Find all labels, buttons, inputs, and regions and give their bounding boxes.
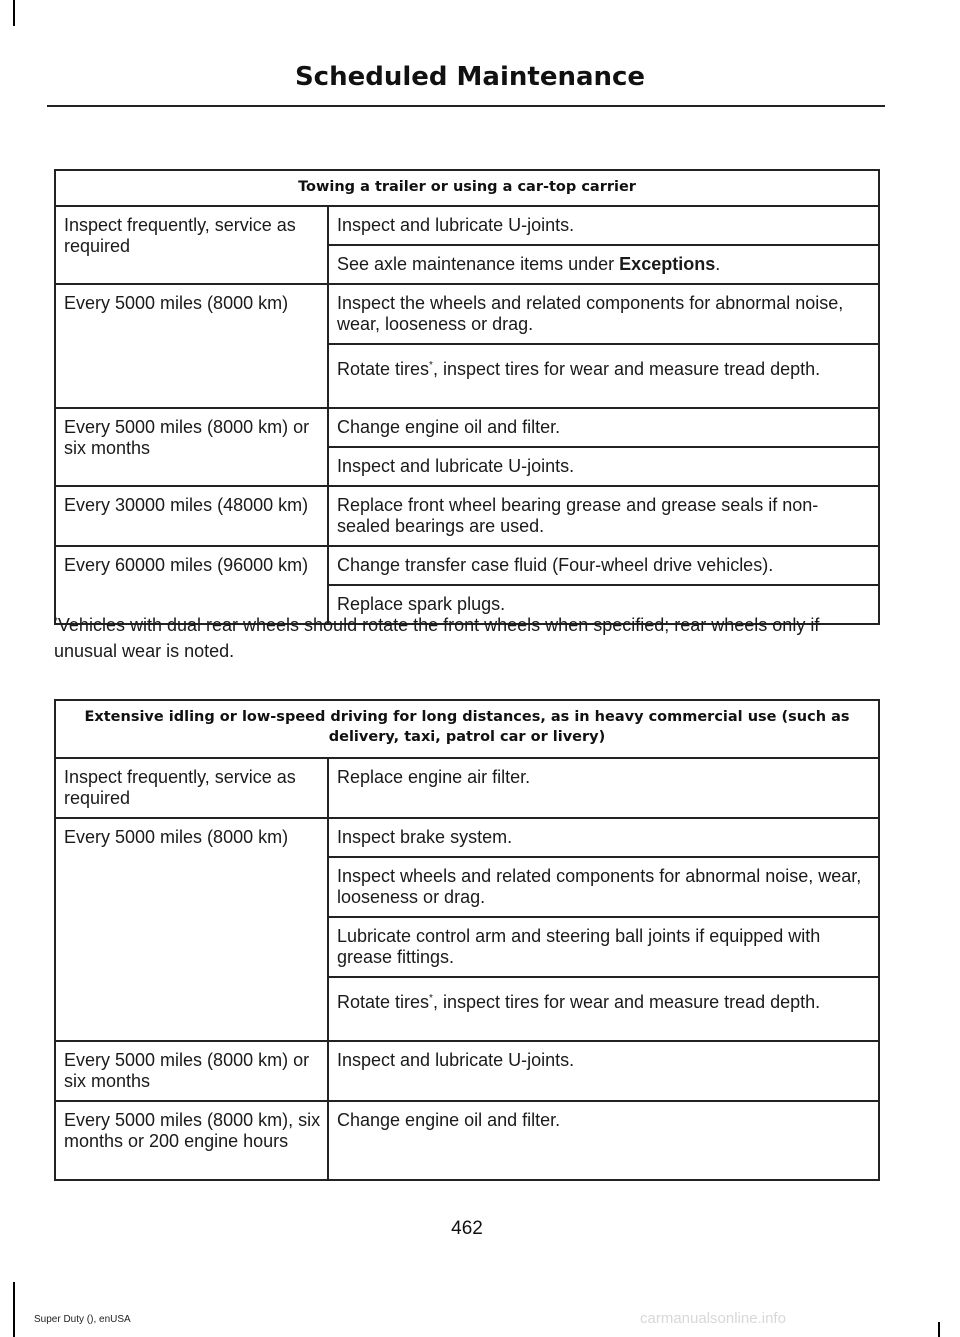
action-text: Rotate tires [337, 992, 430, 1012]
edition-label: Super Duty (), enUSA [34, 1314, 131, 1325]
footnote-marker: * [429, 993, 433, 1004]
action-cell: Change engine oil and filter. [328, 408, 879, 447]
action-text-tail: , inspect tires for wear and measure tread depth. [432, 359, 821, 379]
action-cell: Inspect wheels and related components for abnormal noise, wear, looseness or drag. [328, 857, 879, 917]
interval-cell: Inspect frequently, service as required [55, 758, 328, 818]
action-text-tail: . [715, 254, 721, 274]
interval-cell: Every 5000 miles (8000 km), six months or 200 engine hours [55, 1101, 328, 1180]
action-cell [328, 977, 879, 1041]
page-number: 462 [451, 1218, 483, 1239]
action-text: See axle maintenance items under [337, 254, 620, 274]
action-text: Rotate tires [337, 359, 430, 379]
crop-mark-top-left [13, 0, 15, 26]
action-cell: Replace engine air filter. [328, 758, 879, 818]
table-heading: Extensive idling or low-speed driving for long distances, as in heavy commercial use (such as delivery, taxi, patrol car or livery) [55, 700, 879, 758]
interval-cell: Every 5000 miles (8000 km) [55, 284, 328, 408]
towing-maintenance-table [54, 169, 880, 625]
footnote-marker: * [429, 360, 433, 371]
heavy-use-maintenance-table [54, 699, 880, 1181]
action-cell: Inspect brake system. [328, 818, 879, 857]
action-cell [328, 245, 879, 284]
footnote-marker: * [54, 616, 58, 627]
interval-cell: Every 60000 miles (96000 km) [55, 546, 328, 624]
action-cell: Inspect and lubricate U-joints. [328, 1041, 879, 1101]
action-cell: Change transfer case fluid (Four-wheel drive vehicles). [328, 546, 879, 585]
interval-cell: Every 30000 miles (48000 km) [55, 486, 328, 546]
title-divider [47, 105, 885, 107]
crop-mark-bottom-right [938, 1322, 940, 1337]
action-cell: Inspect the wheels and related components for abnormal noise, wear, looseness or drag. [328, 284, 879, 344]
page-title: Scheduled Maintenance [294, 62, 646, 92]
interval-cell: Every 5000 miles (8000 km) [55, 818, 328, 1041]
interval-cell: Every 5000 miles (8000 km) or six months [55, 1041, 328, 1101]
interval-cell: Every 5000 miles (8000 km) or six months [55, 408, 328, 486]
footnote-text: Vehicles with dual rear wheels should rotate the front wheels when specified; rear wheels only if unusual wear is noted. [54, 615, 820, 661]
action-cell: Replace spark plugs. [328, 585, 879, 624]
footnote [54, 612, 882, 664]
crop-mark-bottom-left [13, 1282, 15, 1337]
exceptions-reference: Exceptions [619, 254, 716, 274]
action-text-tail: , inspect tires for wear and measure tread depth. [432, 992, 821, 1012]
action-cell: Inspect and lubricate U-joints. [328, 206, 879, 245]
action-cell: Change engine oil and filter. [328, 1101, 879, 1180]
table-heading: Towing a trailer or using a car-top carrier [55, 170, 879, 206]
watermark: carmanualsonline.info [640, 1310, 786, 1327]
interval-cell: Inspect frequently, service as required [55, 206, 328, 284]
action-cell: Lubricate control arm and steering ball joints if equipped with grease fittings. [328, 917, 879, 977]
action-cell [328, 344, 879, 408]
action-cell: Inspect and lubricate U-joints. [328, 447, 879, 486]
action-cell: Replace front wheel bearing grease and grease seals if non-sealed bearings are used. [328, 486, 879, 546]
